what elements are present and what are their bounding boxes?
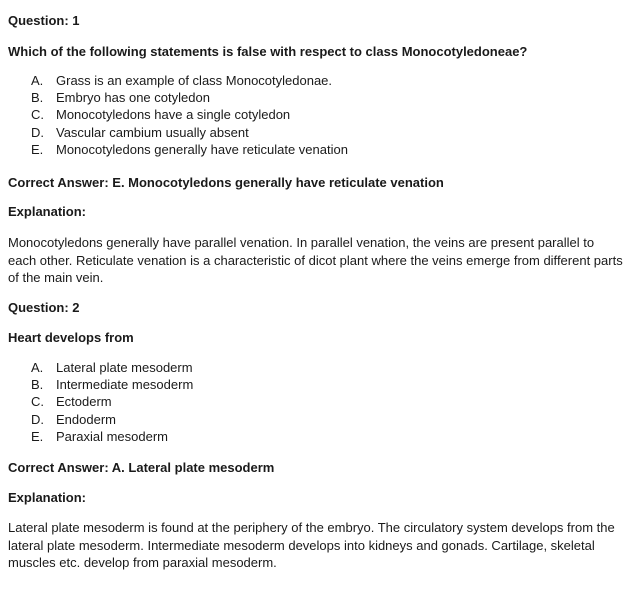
option-letter: E.	[31, 141, 44, 157]
option-text: Monocotyledons generally have reticulate venation	[56, 141, 348, 157]
option-item	[8, 141, 624, 158]
option-text: Monocotyledons have a single cotyledon	[56, 107, 291, 123]
question-1-explanation-heading: Explanation:	[8, 204, 87, 219]
question-1-text: Which of the following statements is false with respect to class Monocotyledoneae?	[8, 44, 528, 59]
option-item	[8, 411, 624, 428]
option-text: Vascular cambium usually absent	[56, 124, 249, 140]
question-2-text: Heart develops from	[8, 330, 134, 345]
option-letter: A.	[31, 360, 44, 375]
question-1-options	[8, 72, 624, 158]
question-2-correct-answer: Correct Answer: A. Lateral plate mesoderm	[8, 460, 275, 475]
option-item	[8, 72, 624, 89]
option-letter: A.	[31, 73, 44, 88]
option-letter: C.	[31, 107, 44, 123]
question-2-explanation: Lateral plate mesoderm is found at the periphery of the embryo. The circulatory system develops from the lateral plate mesoderm. Intermediate mesoderm develops into kidneys and gonads. Cartilage, skeletal muscles etc. develop from paraxial mesoderm.	[8, 520, 615, 570]
option-item	[8, 428, 624, 445]
option-letter: B.	[31, 90, 44, 106]
question-2-heading: Question: 2	[8, 300, 80, 315]
option-text: Endoderm	[56, 411, 116, 427]
option-letter: D.	[31, 411, 44, 427]
option-text: Grass is an example of class Monocotyledonae.	[56, 73, 333, 88]
option-item	[8, 106, 624, 123]
option-text: Paraxial mesoderm	[56, 428, 168, 444]
option-letter: D.	[31, 124, 44, 140]
option-item	[8, 376, 624, 393]
option-item	[8, 89, 624, 106]
option-letter: C.	[31, 394, 44, 410]
option-item	[8, 393, 624, 410]
question-2-explanation-heading: Explanation:	[8, 490, 87, 505]
option-item	[8, 124, 624, 141]
option-text: Ectoderm	[56, 394, 112, 410]
option-letter: E.	[31, 428, 44, 444]
question-1-explanation: Monocotyledons generally have parallel venation. In parallel venation, the veins are present parallel to each other. Reticulate venation is a characteristic of dicot plant where the veins emerge from different parts of the main vein.	[8, 235, 623, 285]
question-1-correct-answer: Correct Answer: E. Monocotyledons generally have reticulate venation	[8, 175, 444, 190]
question-2-options	[8, 359, 624, 445]
option-text: Lateral plate mesoderm	[56, 360, 193, 375]
option-text: Intermediate mesoderm	[56, 377, 194, 393]
option-letter: B.	[31, 377, 44, 393]
option-text: Embryo has one cotyledon	[56, 90, 210, 106]
question-1-heading: Question: 1	[8, 13, 80, 28]
option-item	[8, 359, 624, 376]
